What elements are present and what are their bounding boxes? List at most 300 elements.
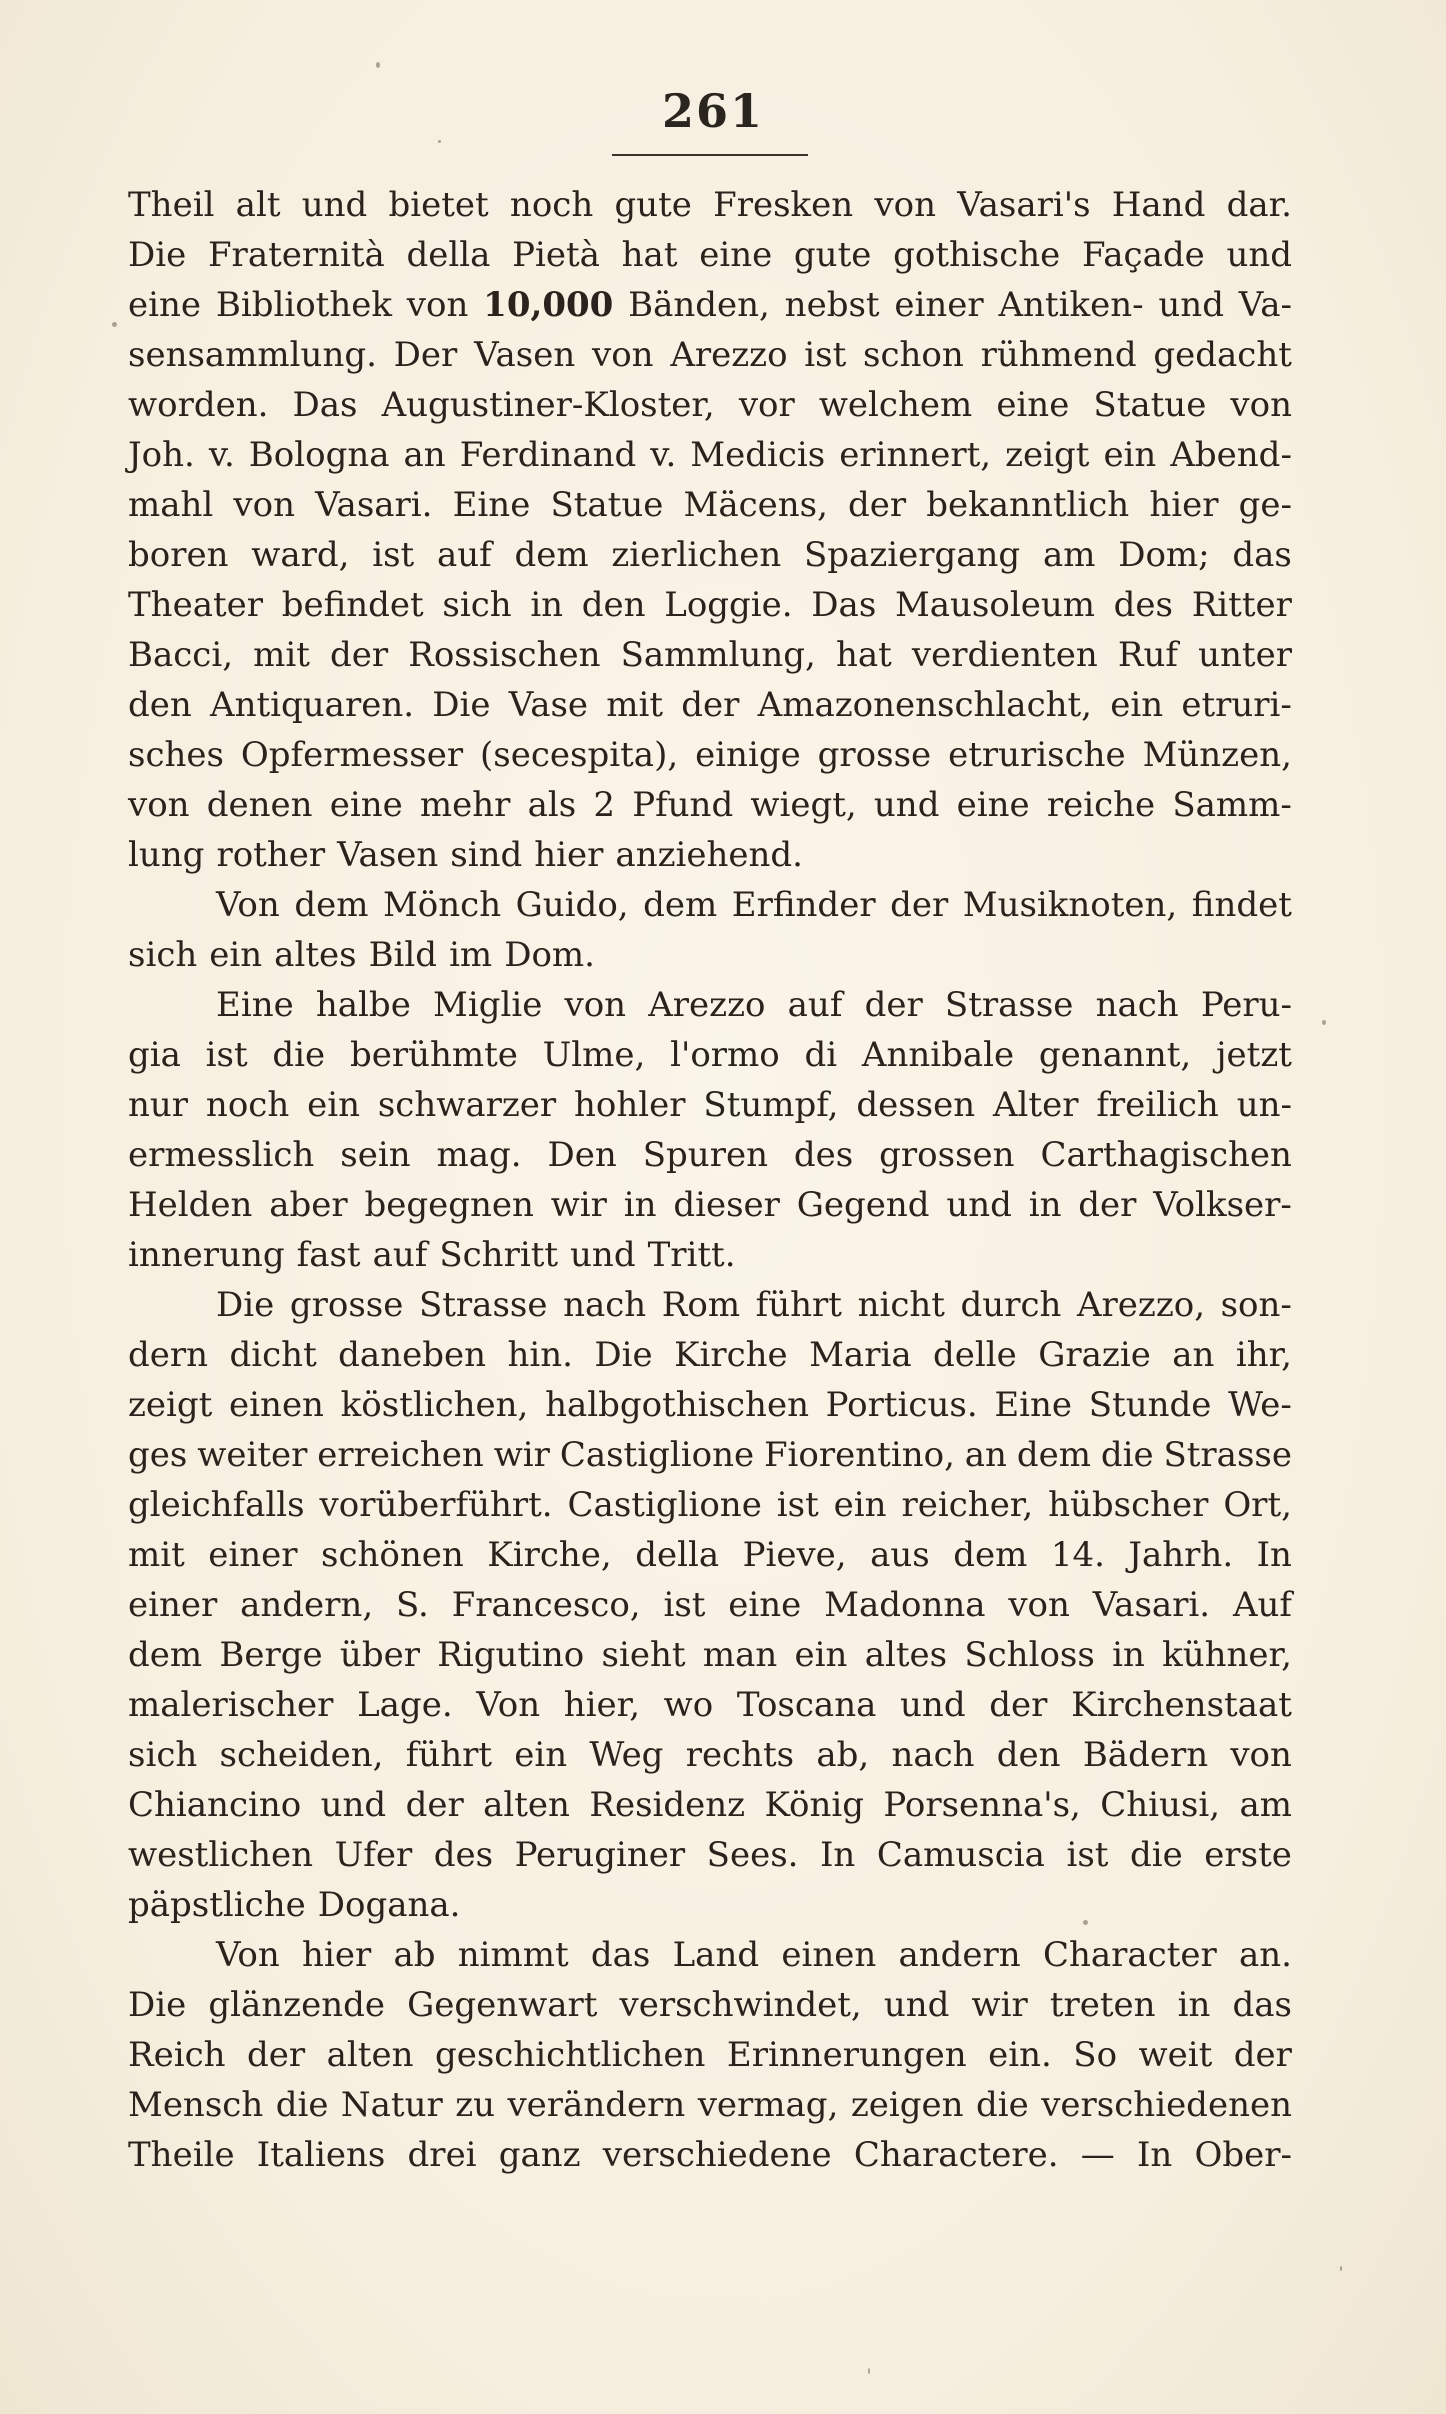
word: und [1226, 235, 1292, 275]
word: gute [793, 235, 872, 275]
word: der [989, 1685, 1048, 1725]
word: Dom. [504, 935, 595, 975]
word: Helden [128, 1185, 253, 1225]
word: ein [794, 1635, 848, 1675]
word: mit [253, 635, 310, 675]
text-line [128, 580, 1292, 630]
word: gedacht [1153, 335, 1292, 375]
word: erste [1204, 1835, 1292, 1875]
word: vor [738, 385, 795, 425]
word: Das [811, 585, 877, 625]
word: Opfermesser [240, 735, 464, 775]
word: unter [1198, 635, 1292, 675]
text-line [128, 680, 1292, 730]
text-line [128, 1430, 1292, 1480]
word: son- [1220, 1285, 1292, 1325]
word: wo [663, 1685, 714, 1725]
word: Sammlung, [620, 635, 816, 675]
word: zeigt [1005, 435, 1090, 475]
word: findet [1191, 885, 1292, 925]
word: in [530, 585, 564, 625]
word: Eine [994, 1385, 1073, 1425]
word: un- [1236, 1085, 1292, 1125]
word: Bacci, [128, 635, 234, 675]
word: vorüberführt. [319, 1485, 553, 1525]
text-line [128, 180, 1292, 230]
word: ein [514, 1735, 568, 1775]
word: Fresken [713, 185, 854, 225]
word: 10,000 [483, 285, 614, 325]
paper-speck [112, 322, 117, 327]
text-line [128, 1330, 1292, 1380]
word: Antiken- [998, 285, 1144, 325]
word: den [581, 585, 646, 625]
word: altes [864, 1635, 948, 1675]
word: Guido, [515, 885, 629, 925]
word: des [793, 1135, 854, 1175]
word: eine [728, 1585, 802, 1625]
word: S. [395, 1585, 429, 1625]
word: Pfund [632, 785, 734, 825]
word: die [275, 2085, 329, 2125]
word: alten [326, 2035, 414, 2075]
word: Augustiner-Kloster, [381, 385, 715, 425]
word: und [883, 1985, 950, 2025]
text-line [128, 1530, 1292, 1580]
word: ges [128, 1435, 188, 1475]
word: ihr, [1235, 1335, 1292, 1375]
word: Die [128, 235, 187, 275]
word: Die [128, 1985, 187, 2025]
word: Arezzo, [1076, 1285, 1206, 1325]
word: Porticus. [825, 1385, 978, 1425]
word: sieht [601, 1635, 686, 1675]
word: ist [205, 1035, 248, 1075]
word: Kirche [674, 1335, 788, 1375]
word: ein [307, 1085, 360, 1125]
word: von [128, 785, 190, 825]
paper-speck [1322, 1020, 1326, 1025]
word: anziehend. [615, 835, 803, 875]
word: Theil [128, 185, 215, 225]
word: Spaziergang [804, 535, 1021, 575]
word: Peru- [1200, 985, 1292, 1025]
text-line [128, 1780, 1292, 1830]
word: begegnen [364, 1185, 534, 1225]
word: den [128, 685, 192, 725]
word: im [449, 935, 493, 975]
word: wir [493, 1435, 550, 1475]
word: Ober- [1194, 2135, 1292, 2175]
word: Rossischen [408, 635, 601, 675]
word: über [339, 1635, 420, 1675]
word: Von [476, 1685, 541, 1725]
word: weit [1138, 2035, 1213, 2075]
word: Land [672, 1935, 760, 1975]
word: Von [216, 1935, 280, 1975]
word: 14. [1050, 1535, 1105, 1575]
word: innerung [128, 1235, 285, 1275]
word: Loggie. [664, 585, 793, 625]
word: Bibliothek [215, 285, 392, 325]
word: ein [1110, 685, 1164, 725]
word: an. [1238, 1935, 1292, 1975]
word: noch [205, 1085, 290, 1125]
word: verändern [507, 2085, 686, 2125]
word: dem [294, 885, 369, 925]
word: Fraternità [207, 235, 385, 275]
word: einige [695, 735, 801, 775]
word: Mäcens, [683, 485, 828, 525]
page-number: 261 [661, 84, 765, 138]
word: grosse [289, 1285, 404, 1325]
word: den [996, 1735, 1061, 1775]
word: halbgothischen [545, 1385, 809, 1425]
word: nicht [857, 1285, 945, 1325]
word: bietet [388, 185, 489, 225]
word: genannt, [1038, 1035, 1192, 1075]
word: v. [208, 435, 235, 475]
text-line [128, 1930, 1292, 1980]
text-line [128, 730, 1292, 780]
word: einen [781, 1935, 877, 1975]
word: daneben [338, 1335, 487, 1375]
word: Münzen, [1142, 735, 1292, 775]
word: zeigt [128, 1385, 213, 1425]
word: eine [329, 785, 403, 825]
body-text [128, 180, 1292, 2180]
word: schon [863, 335, 964, 375]
word: die [1100, 1435, 1154, 1475]
text-line [128, 1030, 1292, 1080]
word: Ritter [1191, 585, 1292, 625]
text-line [128, 930, 1292, 980]
word: Theile [128, 2135, 235, 2175]
word: mit [128, 1535, 185, 1575]
word: scheiden, [219, 1735, 384, 1775]
text-line [128, 230, 1292, 280]
word: l'ormo [670, 1035, 780, 1075]
word: nur [128, 1085, 189, 1125]
word: sich [128, 935, 198, 975]
word: wiegt, [750, 785, 857, 825]
text-line [128, 1630, 1292, 1680]
word: ist [1066, 1835, 1109, 1875]
word: drei [407, 2135, 477, 2175]
word: Schloss [964, 1635, 1095, 1675]
word: Bologna [248, 435, 390, 475]
word: grossen [879, 1135, 1015, 1175]
word: an [1172, 1335, 1215, 1375]
word: von [1230, 385, 1292, 425]
text-line [128, 380, 1292, 430]
word: glänzende [208, 1985, 385, 2025]
word: gothische [893, 235, 1061, 275]
word: Erfinder [731, 885, 876, 925]
word: ein. [988, 2035, 1052, 2075]
word: Ruf [1117, 635, 1179, 675]
text-line [128, 980, 1292, 1030]
word: Dogana. [317, 1885, 461, 1925]
word: schönen [321, 1535, 464, 1575]
word: Annibale [861, 1035, 1015, 1075]
text-line [128, 630, 1292, 680]
word: rühmend [980, 335, 1137, 375]
text-line [128, 1480, 1292, 1530]
word: und [900, 1685, 966, 1725]
word: verschiedene [602, 2135, 832, 2175]
word: lung [128, 835, 205, 875]
word: Auf [1232, 1585, 1292, 1625]
word: führt [405, 1735, 493, 1775]
paper-speck [1340, 2266, 1342, 2271]
word: Mausoleum [894, 585, 1095, 625]
word: päpstliche [128, 1885, 306, 1925]
word: Toscana [736, 1685, 877, 1725]
word: Eine [216, 985, 294, 1025]
word: auf [436, 535, 492, 575]
word: von [874, 185, 936, 225]
word: mehr [419, 785, 511, 825]
word: Miglie [433, 985, 543, 1025]
word: (secespita), [480, 735, 679, 775]
word: auf [372, 1235, 428, 1275]
word: an [403, 435, 446, 475]
word: gleichfalls [128, 1485, 305, 1525]
word: ge- [1238, 485, 1292, 525]
word: alt [235, 185, 281, 225]
word: verschwindet, [619, 1985, 862, 2025]
word: alten [483, 1785, 570, 1825]
word: Jahrh. [1128, 1535, 1234, 1575]
word: sein [340, 1135, 411, 1175]
word: schwarzer [377, 1085, 557, 1125]
word: Volkser- [1153, 1185, 1292, 1225]
word: Den [547, 1135, 617, 1175]
word: man [702, 1635, 778, 1675]
word: am [1042, 535, 1096, 575]
word: aus [870, 1535, 930, 1575]
paper-speck [438, 140, 441, 143]
word: wir [971, 1985, 1028, 2025]
word: 2 [593, 785, 616, 825]
word: eine [128, 285, 202, 325]
word: delle [933, 1335, 1017, 1375]
word: der [1078, 1185, 1137, 1225]
word: Die [432, 685, 491, 725]
word: Stunde [1088, 1385, 1212, 1425]
word: führt [755, 1285, 842, 1325]
word: ab, [816, 1735, 870, 1775]
word: verschiedenen [1041, 2085, 1292, 2125]
text-line [128, 1680, 1292, 1730]
word: Kirchenstaat [1071, 1685, 1292, 1725]
text-line [128, 1880, 1292, 1930]
word: Musiknoten, [962, 885, 1178, 925]
word: hohler [574, 1085, 686, 1125]
word: nach [563, 1285, 647, 1325]
word: von [591, 335, 654, 375]
word: verdienten [911, 635, 1098, 675]
word: zierlichen [611, 535, 782, 575]
word: befindet [281, 585, 424, 625]
word: dem [514, 535, 589, 575]
text-line [128, 1180, 1292, 1230]
word: Mensch [128, 2085, 264, 2125]
word: hier [534, 835, 604, 875]
word: Façade [1081, 235, 1205, 275]
paper-speck [376, 62, 380, 68]
word: hier, [563, 1685, 640, 1725]
word: in [1112, 1635, 1145, 1675]
word: hier [302, 1935, 372, 1975]
word: Madonna [824, 1585, 986, 1625]
word: grosse [817, 735, 932, 775]
word: und [1158, 285, 1224, 325]
word: das [1232, 1985, 1292, 2025]
word: Vase [508, 685, 589, 725]
word: In [1256, 1535, 1292, 1575]
word: Hand [1111, 185, 1206, 225]
paper-speck [868, 2368, 870, 2374]
word: ist [372, 535, 415, 575]
word: Strasse [418, 1285, 548, 1325]
word: di [804, 1035, 838, 1075]
word: hin. [507, 1335, 573, 1375]
word: das [1232, 535, 1292, 575]
word: Statue [550, 485, 664, 525]
word: della [635, 1535, 720, 1575]
word: eine [996, 385, 1070, 425]
word: We- [1228, 1385, 1292, 1425]
word: Dom; [1118, 535, 1210, 575]
word: köstlichen, [340, 1385, 529, 1425]
word: halbe [315, 985, 411, 1025]
word: Abend- [1170, 435, 1292, 475]
word: ist [776, 1485, 819, 1525]
word: altes [274, 935, 357, 975]
word: dem [643, 885, 718, 925]
word: ward, [251, 535, 350, 575]
word: die [272, 1035, 326, 1075]
word: wir [550, 1185, 607, 1225]
text-line [128, 1080, 1292, 1130]
word: Joh. [128, 435, 195, 475]
word: des [433, 1835, 494, 1875]
word: nach [891, 1735, 975, 1775]
word: Kirche, [487, 1535, 612, 1575]
word: Castiglione [567, 1485, 762, 1525]
word: der [890, 885, 949, 925]
word: Antiquaren. [210, 685, 415, 725]
word: nimmt [457, 1935, 569, 1975]
word: und [320, 1785, 387, 1825]
text-line [128, 530, 1292, 580]
word: hat [835, 635, 892, 675]
word: kühner, [1162, 1635, 1292, 1675]
word: und [946, 1185, 1012, 1225]
word: mag. [436, 1135, 522, 1175]
word: Samm- [1172, 785, 1292, 825]
word: Vasen [474, 335, 576, 375]
word: etruri- [1181, 685, 1292, 725]
word: erreichen [317, 1435, 484, 1475]
word: dieser [673, 1185, 780, 1225]
word: dern [128, 1335, 209, 1375]
word: Tritt. [647, 1235, 736, 1275]
word: reicher, [901, 1485, 1034, 1525]
word: eine [699, 235, 773, 275]
word: der [681, 685, 740, 725]
word: durch [960, 1285, 1062, 1325]
word: dessen [856, 1085, 976, 1125]
word: Camuscia [876, 1835, 1045, 1875]
paper-speck [1083, 1920, 1088, 1925]
word: zu [455, 2085, 496, 2125]
word: boren [128, 535, 229, 575]
word: rother [216, 835, 326, 875]
word: gia [128, 1035, 181, 1075]
word: So [1073, 2035, 1118, 2075]
word: denen [206, 785, 313, 825]
word: Reich [128, 2035, 226, 2075]
word: Gegenwart [407, 1985, 598, 2025]
word: einen [229, 1385, 324, 1425]
text-line [128, 1730, 1292, 1780]
text-line [128, 330, 1292, 380]
word: von [564, 985, 627, 1025]
word: Francesco, [451, 1585, 641, 1625]
word: Mönch [382, 885, 502, 925]
word: Rom [661, 1285, 741, 1325]
word: Residenz [589, 1785, 746, 1825]
word: Character [1042, 1935, 1217, 1975]
word: Berge [219, 1635, 323, 1675]
word: — [1080, 2135, 1115, 2175]
text-line [128, 2030, 1292, 2080]
word: Carthagischen [1040, 1135, 1292, 1175]
word: des [1113, 585, 1174, 625]
word: Arezzo [670, 335, 788, 375]
word: dem [128, 1635, 203, 1675]
word: andern, [240, 1585, 374, 1625]
word: etrurische [948, 735, 1126, 775]
word: westlichen [128, 1835, 314, 1875]
word: Castiglione [559, 1435, 755, 1475]
word: in [1028, 1185, 1062, 1225]
word: der [405, 1785, 464, 1825]
word: eine [956, 785, 1030, 825]
word: Ulme, [542, 1035, 646, 1075]
word: sich [442, 585, 512, 625]
word: der [848, 485, 907, 525]
text-line [128, 1580, 1292, 1630]
word: dicht [229, 1335, 317, 1375]
word: ab [393, 1935, 436, 1975]
text-line [128, 2080, 1292, 2130]
word: und [570, 1235, 636, 1275]
word: nach [1095, 985, 1179, 1025]
word: Strasse [1163, 1435, 1292, 1475]
word: einer [894, 285, 984, 325]
word: Ufer [334, 1835, 413, 1875]
text-line [128, 830, 1292, 880]
word: auf [787, 985, 843, 1025]
word: Medicis [690, 435, 826, 475]
text-line [128, 2130, 1292, 2180]
word: Die [216, 1285, 275, 1325]
word: gute [614, 185, 692, 225]
